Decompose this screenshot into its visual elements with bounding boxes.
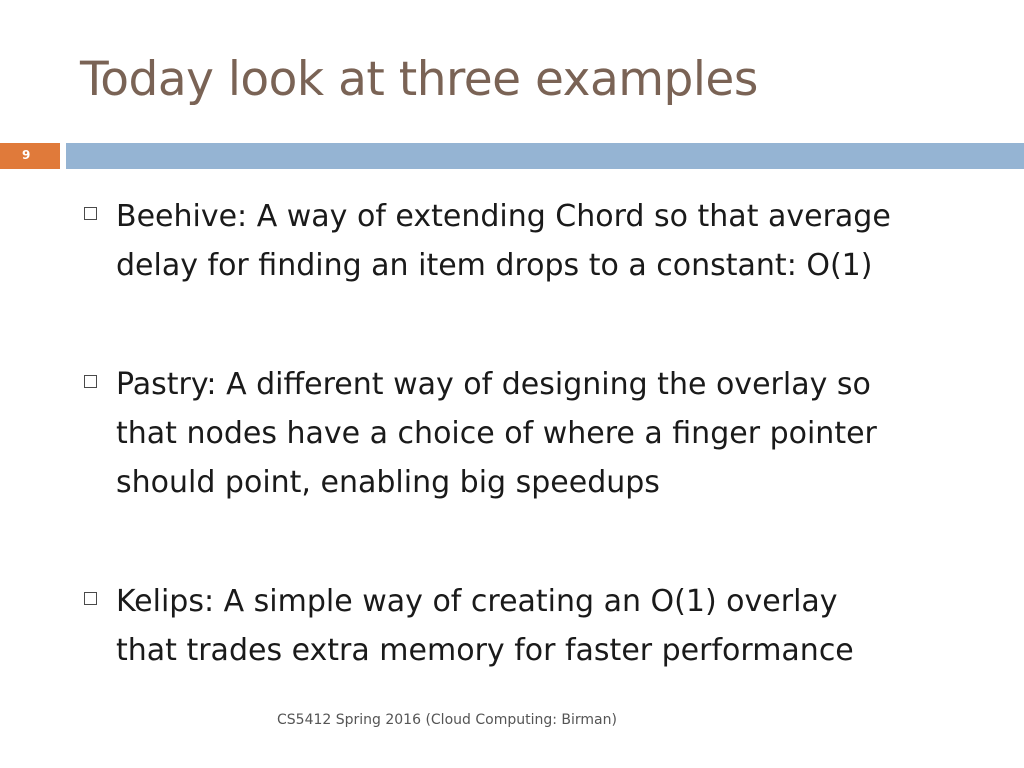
bullet-line: that trades extra memory for faster performance — [116, 633, 854, 668]
square-bullet-icon — [84, 207, 97, 220]
slide-title: Today look at three examples — [80, 52, 758, 107]
slide-footer: CS5412 Spring 2016 (Cloud Computing: Birman) — [277, 712, 617, 728]
bullet-list — [80, 192, 980, 675]
bullet-line: Beehive: A way of extending Chord so that average — [116, 199, 891, 234]
bullet-item-kelips — [80, 577, 980, 675]
bullet-item-beehive — [80, 192, 980, 290]
bullet-line: should point, enabling big speedups — [116, 465, 660, 500]
bullet-line: Kelips: A simple way of creating an O(1) overlay — [116, 584, 838, 619]
title-rule-bar — [66, 143, 1024, 169]
page-number: 9 — [22, 148, 31, 162]
bullet-item-pastry — [80, 360, 980, 507]
bullet-line: that nodes have a choice of where a finger pointer — [116, 416, 877, 451]
bullet-line: Pastry: A different way of designing the overlay so — [116, 367, 871, 402]
bullet-line: delay for finding an item drops to a constant: O(1) — [116, 248, 873, 283]
square-bullet-icon — [84, 592, 97, 605]
page-number-badge — [0, 143, 60, 169]
square-bullet-icon — [84, 375, 97, 388]
